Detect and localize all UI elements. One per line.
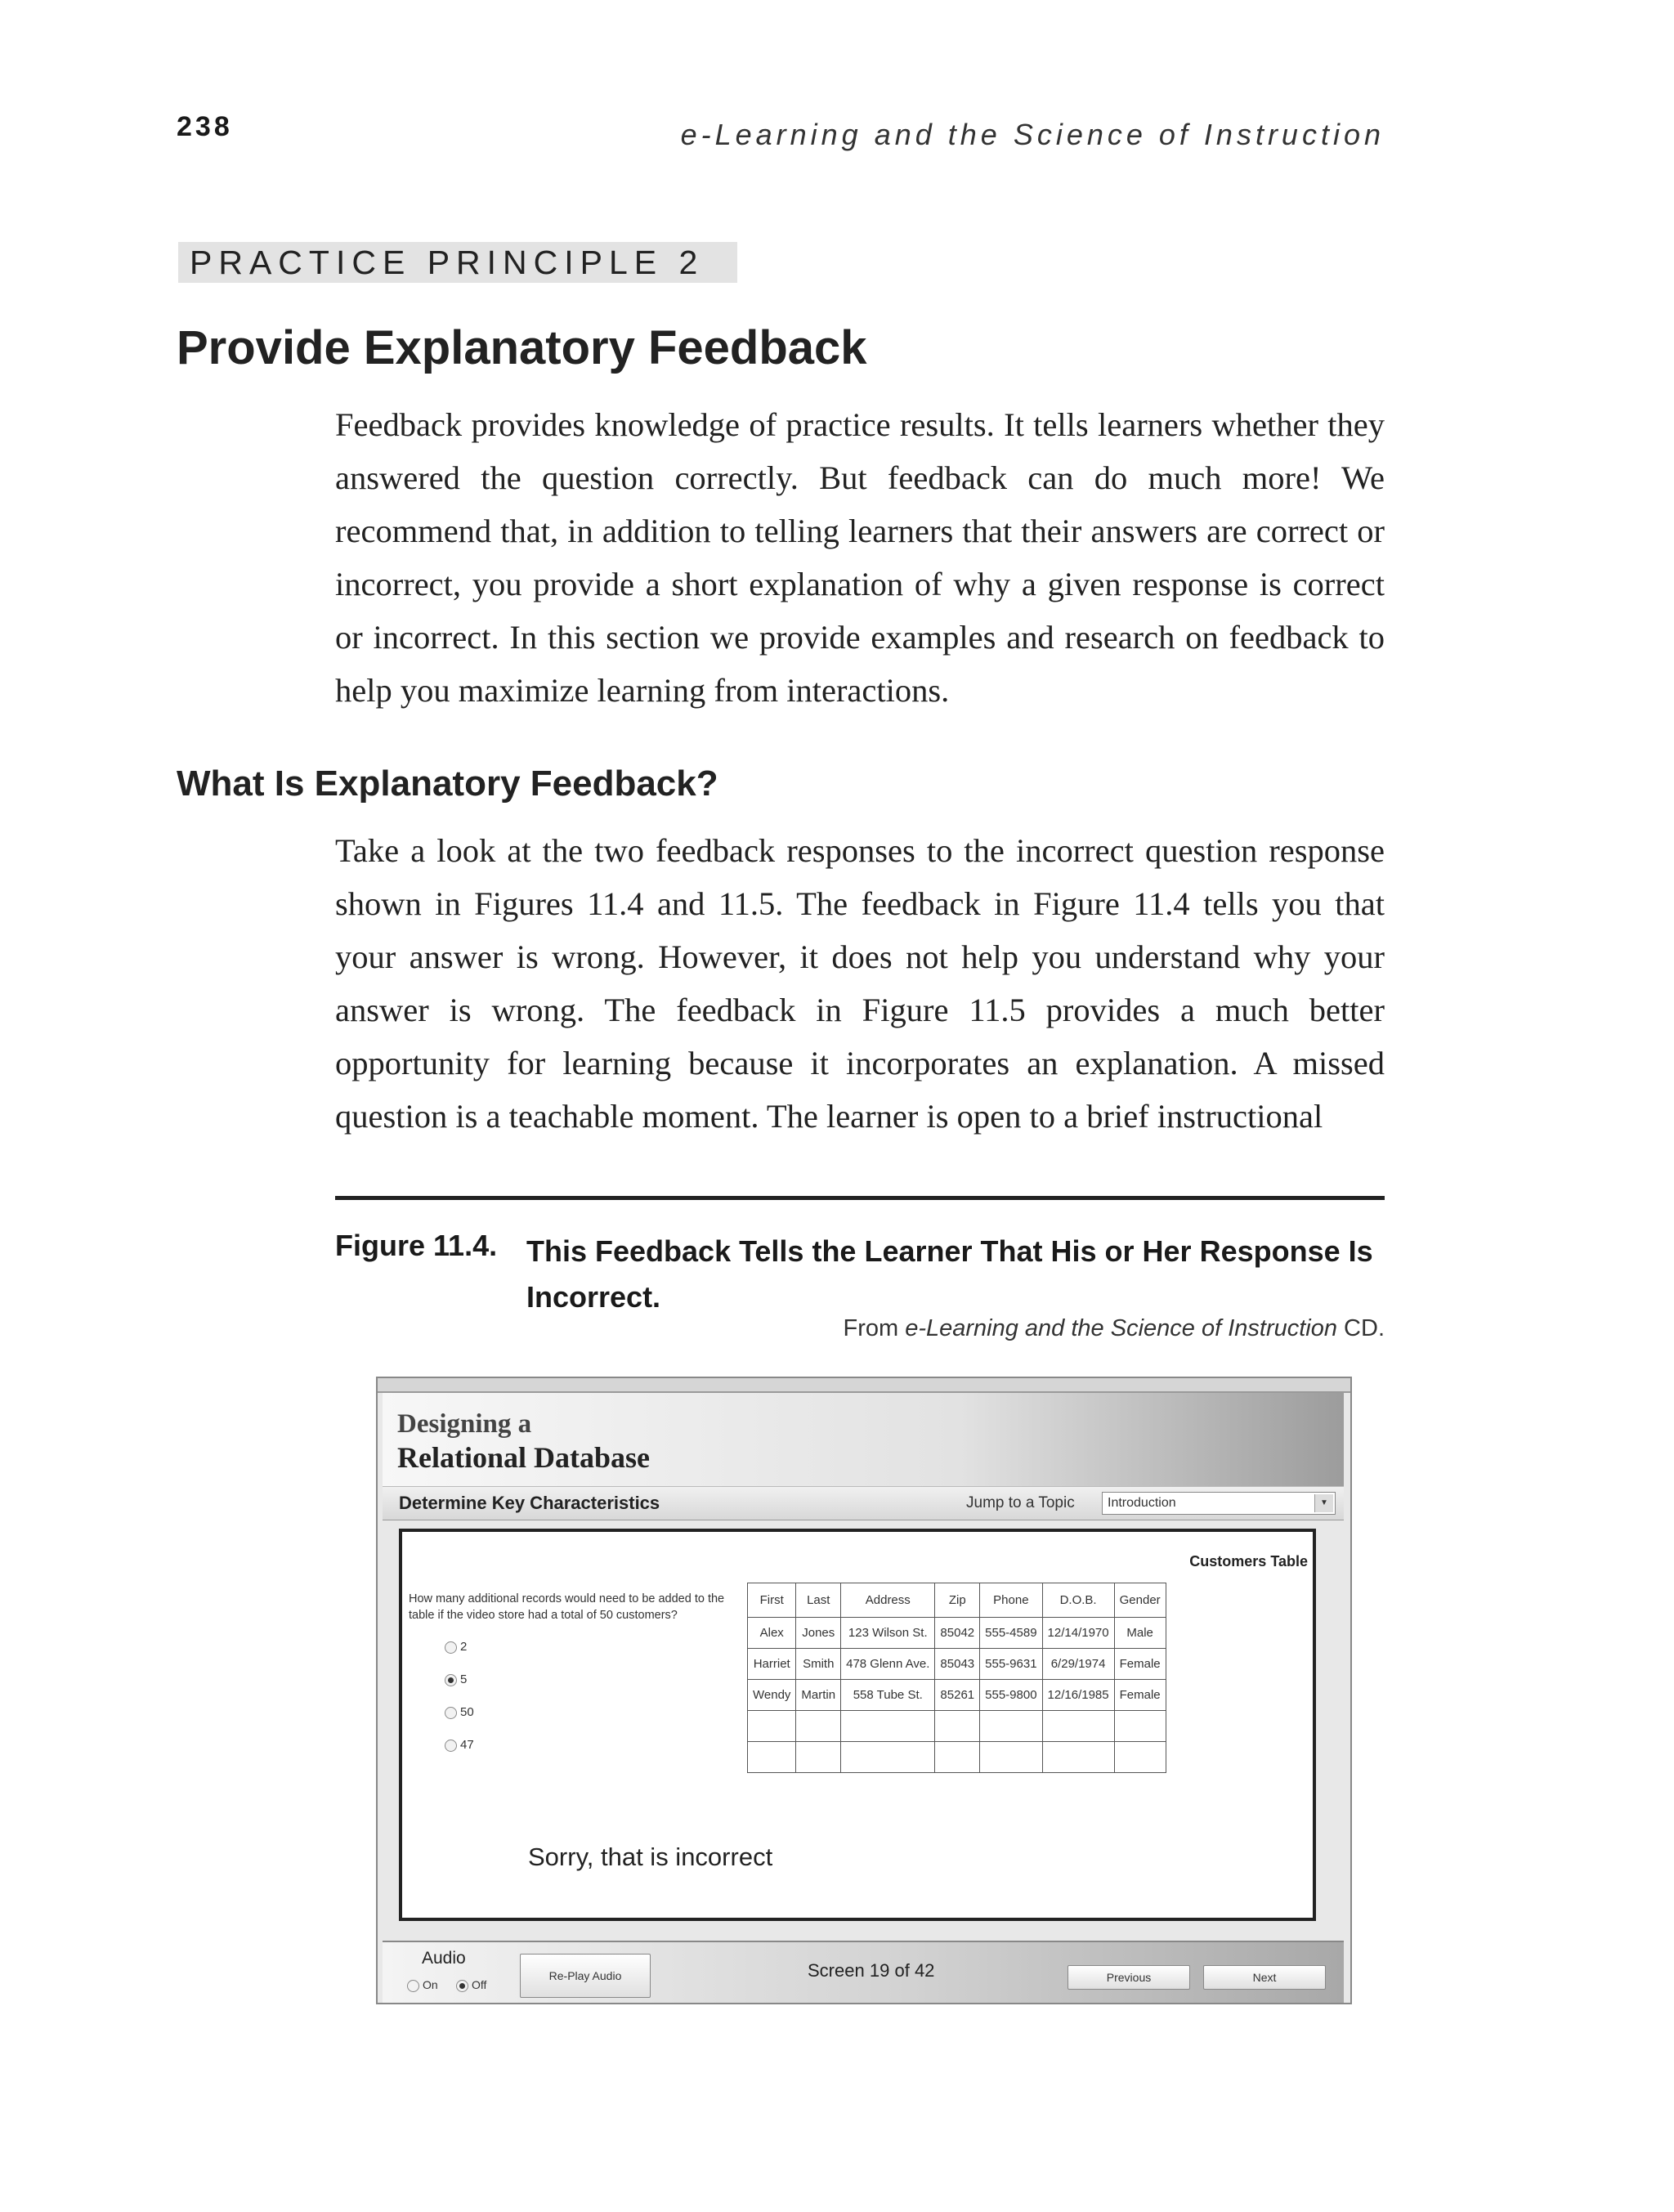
table-cell: Harriet bbox=[748, 1649, 796, 1680]
feedback-message: Sorry, that is incorrect bbox=[528, 1843, 773, 1871]
option-label: 47 bbox=[460, 1738, 474, 1752]
table-cell: 85043 bbox=[935, 1649, 980, 1680]
answer-option[interactable] bbox=[445, 1738, 474, 1752]
table-cell: Wendy bbox=[748, 1680, 796, 1711]
elearning-screenshot bbox=[376, 1377, 1352, 2004]
table-cell: Male bbox=[1114, 1618, 1166, 1649]
audio-label: Audio bbox=[422, 1949, 466, 1968]
table-cell: 12/14/1970 bbox=[1042, 1618, 1114, 1649]
table-header: Zip bbox=[935, 1583, 980, 1618]
table-cell: Alex bbox=[748, 1618, 796, 1649]
table-cell: Jones bbox=[796, 1618, 841, 1649]
figure-rule bbox=[335, 1196, 1385, 1200]
table-row-empty bbox=[748, 1742, 1166, 1773]
jump-to-topic-select[interactable] bbox=[1102, 1492, 1336, 1515]
running-head: e-Learning and the Science of Instruction bbox=[680, 118, 1385, 151]
table-cell: 6/29/1974 bbox=[1042, 1649, 1114, 1680]
table-cell bbox=[841, 1711, 935, 1742]
replay-audio-button[interactable]: Re-Play Audio bbox=[520, 1954, 651, 1998]
table-row bbox=[748, 1618, 1166, 1649]
option-label: 2 bbox=[460, 1640, 468, 1654]
figure-title: This Feedback Tells the Learner That His or Her Response Is Incorrect. bbox=[526, 1234, 1373, 1314]
radio-icon[interactable] bbox=[445, 1707, 457, 1719]
section-title: Provide Explanatory Feedback bbox=[177, 321, 867, 374]
table-cell bbox=[935, 1711, 980, 1742]
screen-prefix: Screen bbox=[808, 1960, 865, 1981]
table-cell bbox=[796, 1711, 841, 1742]
jump-label: Jump to a Topic bbox=[966, 1494, 1075, 1511]
table-cell: Female bbox=[1114, 1680, 1166, 1711]
table-cell: 123 Wilson St. bbox=[841, 1618, 935, 1649]
table-cell: 85042 bbox=[935, 1618, 980, 1649]
table-cell: Martin bbox=[796, 1680, 841, 1711]
table-cell bbox=[748, 1711, 796, 1742]
radio-icon[interactable] bbox=[445, 1641, 457, 1654]
credit-suffix: CD. bbox=[1337, 1315, 1385, 1341]
screen-of: of bbox=[894, 1960, 910, 1981]
table-cell bbox=[1042, 1742, 1114, 1773]
table-cell: 555-9800 bbox=[980, 1680, 1042, 1711]
app-title-line2: Relational Database bbox=[397, 1441, 650, 1474]
jump-select-value: Introduction bbox=[1108, 1496, 1176, 1510]
table-cell bbox=[980, 1742, 1042, 1773]
table-cell bbox=[1114, 1742, 1166, 1773]
table-cell bbox=[935, 1742, 980, 1773]
topic-bar bbox=[383, 1486, 1344, 1520]
figure-credit bbox=[843, 1315, 1385, 1342]
intro-paragraph: Feedback provides knowledge of practice results. It tells learners whether they answered the question correctly. But feedback can do much more! We recommend that, in addition to telling learners that their answers are correct or incorrect, you provide a short explanation of why a given response is correct or incorrect. In this section we provide examples and research on feedback to help you maximize learning from interactions. bbox=[335, 406, 1385, 709]
chevron-down-icon[interactable]: ▼ bbox=[1314, 1494, 1333, 1512]
table-title: Customers Table bbox=[1189, 1553, 1308, 1569]
screen-current: 19 bbox=[869, 1960, 890, 1981]
table-row-empty bbox=[748, 1711, 1166, 1742]
table-cell: 478 Glenn Ave. bbox=[841, 1649, 935, 1680]
page-number: 238 bbox=[177, 111, 233, 142]
figure-label: Figure 11.4. bbox=[335, 1229, 498, 1262]
credit-title: e-Learning and the Science of Instruction bbox=[905, 1315, 1337, 1341]
table-cell bbox=[980, 1711, 1042, 1742]
option-label: 5 bbox=[460, 1672, 468, 1686]
app-header bbox=[383, 1393, 1344, 1486]
table-header: Phone bbox=[980, 1583, 1042, 1618]
screen-total: 42 bbox=[914, 1960, 935, 1981]
app-title-line1: Designing a bbox=[397, 1409, 532, 1439]
table-row bbox=[748, 1649, 1166, 1680]
table-header: D.O.B. bbox=[1042, 1583, 1114, 1618]
table-header: Last bbox=[796, 1583, 841, 1618]
app-footer bbox=[383, 1941, 1344, 2003]
table-header-row bbox=[748, 1583, 1166, 1618]
table-cell bbox=[1114, 1711, 1166, 1742]
table-cell: 85261 bbox=[935, 1680, 980, 1711]
table-cell bbox=[841, 1742, 935, 1773]
audio-off-option[interactable] bbox=[456, 1978, 486, 1992]
audio-on-option[interactable] bbox=[407, 1978, 438, 1992]
customers-table bbox=[747, 1583, 1166, 1773]
topic-title: Determine Key Characteristics bbox=[399, 1493, 660, 1513]
radio-checked-icon[interactable] bbox=[456, 1980, 468, 1992]
principle-label: PRACTICE PRINCIPLE 2 bbox=[178, 242, 737, 283]
table-cell: 555-4589 bbox=[980, 1618, 1042, 1649]
table-header: Gender bbox=[1114, 1583, 1166, 1618]
previous-button[interactable]: Previous bbox=[1068, 1965, 1190, 1990]
table-header: First bbox=[748, 1583, 796, 1618]
question-text: How many additional records would need to be added to the table if the video store had a total of 50 customers? bbox=[409, 1592, 725, 1622]
radio-checked-icon[interactable] bbox=[445, 1674, 457, 1686]
option-label: 50 bbox=[460, 1705, 474, 1719]
audio-on-label: On bbox=[423, 1978, 438, 1991]
table-cell: Smith bbox=[796, 1649, 841, 1680]
table-cell bbox=[1042, 1711, 1114, 1742]
table-row bbox=[748, 1680, 1166, 1711]
audio-off-label: Off bbox=[472, 1978, 487, 1991]
body-paragraph: Take a look at the two feedback responses to the incorrect question response shown in Figures 11.4 and 11.5. The feedback in Figure 11.4 tells you that your answer is wrong. However, it does not help you understand why your answer is wrong. The feedback in Figure 11.5 provides a much better opportunity for learning because it incorporates an explanation. A missed question is a teachable moment. The learner is open to a brief instructional bbox=[335, 832, 1385, 1135]
window-topbar bbox=[378, 1378, 1350, 1393]
answer-option[interactable] bbox=[445, 1705, 474, 1719]
subsection-title: What Is Explanatory Feedback? bbox=[177, 763, 718, 804]
table-cell: 558 Tube St. bbox=[841, 1680, 935, 1711]
question-panel bbox=[399, 1529, 1316, 1921]
table-header: Address bbox=[841, 1583, 935, 1618]
table-cell: 555-9631 bbox=[980, 1649, 1042, 1680]
credit-prefix: From bbox=[843, 1315, 906, 1341]
screen-counter bbox=[808, 1960, 934, 1981]
radio-icon[interactable] bbox=[407, 1980, 419, 1992]
table-cell bbox=[748, 1742, 796, 1773]
table-cell: Female bbox=[1114, 1649, 1166, 1680]
radio-icon[interactable] bbox=[445, 1740, 457, 1752]
table-cell bbox=[796, 1742, 841, 1773]
answer-option[interactable] bbox=[445, 1640, 467, 1654]
table-cell: 12/16/1985 bbox=[1042, 1680, 1114, 1711]
answer-option[interactable] bbox=[445, 1672, 467, 1686]
next-button[interactable]: Next bbox=[1203, 1965, 1326, 1990]
